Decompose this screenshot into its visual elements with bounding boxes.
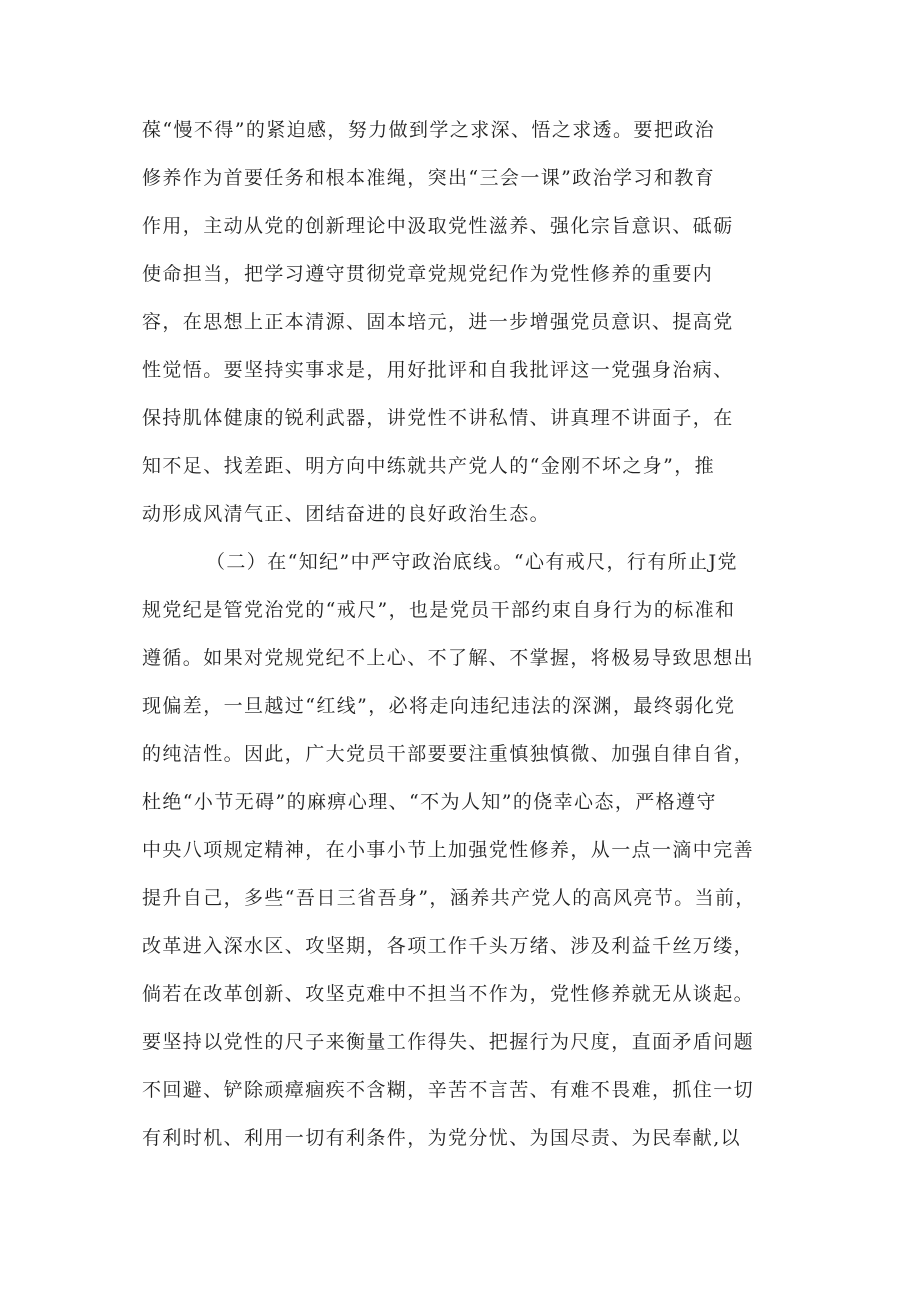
- section-heading-line: （二）在“知纪”中严守政治底线。“心有戒尺，行有所止J党: [206, 551, 738, 573]
- text-line: 改革进入深水区、攻坚期，各项工作千头万绪、涉及利益千丝万缕，: [142, 935, 755, 957]
- text-line: 遵循。如果对党规党纪不上心、不了解、不掌握，将极易导致思想出: [142, 647, 755, 669]
- text-line: 动形成风清气正、团结奋进的良好政治生态。: [142, 503, 551, 525]
- text-line: 规党纪是管党治党的“戒尺”，也是党员干部约束自身行为的标准和: [142, 599, 736, 621]
- text-line: 使命担当，把学习遵守贯彻党章党规党纪作为党性修养的重要内: [142, 263, 714, 285]
- text-line: 现偏差，一旦越过“红线”，必将走向违纪违法的深渊，最终弱化党: [142, 695, 736, 717]
- text-line: 容，在思想上正本清源、固本培元，进一步增强党员意识、提高党: [142, 311, 734, 333]
- text-line: 作用，主动从党的创新理论中汲取党性滋养、强化宗旨意识、砥砺: [142, 215, 734, 237]
- text-line: 提升自己，多些“吾日三省吾身”，涵养共产党人的高风亮节。当前，: [142, 887, 756, 909]
- text-line: 有利时机、利用一切有利条件，为党分忧、为国尽责、为民奉献,以: [142, 1127, 742, 1149]
- text-line: 知不足、找差距、明方向中练就共产党人的“金刚不坏之身”，推: [142, 455, 716, 477]
- text-line: 保持肌体健康的锐利武器，讲党性不讲私情、讲真理不讲面子，在: [142, 407, 734, 429]
- text-line: 葆“慢不得”的紧迫感，努力做到学之求深、悟之求透。要把政治: [142, 119, 716, 141]
- text-line: 倘若在改革创新、攻坚克难中不担当不作为，党性修养就无从谈起。: [142, 983, 755, 1005]
- text-line: 性觉悟。要坚持实事求是，用好批评和自我批评这一党强身治病、: [142, 359, 734, 381]
- text-line: 要坚持以党性的尺子来衡量工作得失、把握行为尺度，直面矛盾问题: [142, 1031, 755, 1053]
- text-line: 杜绝“小节无碍”的麻痹心理、“不为人知”的侥幸心态，严格遵守: [142, 791, 717, 813]
- text-line: 中央八项规定精神，在小事小节上加强党性修养，从一点一滴中完善: [142, 839, 755, 861]
- text-line: 不回避、铲除顽瘴痼疾不含糊，辛苦不言苦、有难不畏难，抓住一切: [142, 1079, 755, 1101]
- text-line: 修养作为首要任务和根本准绳，突出“三会一课”政治学习和教育: [142, 167, 716, 189]
- text-line: 的纯洁性。因此，广大党员干部要要注重慎独慎微、加强自律自省，: [142, 743, 755, 765]
